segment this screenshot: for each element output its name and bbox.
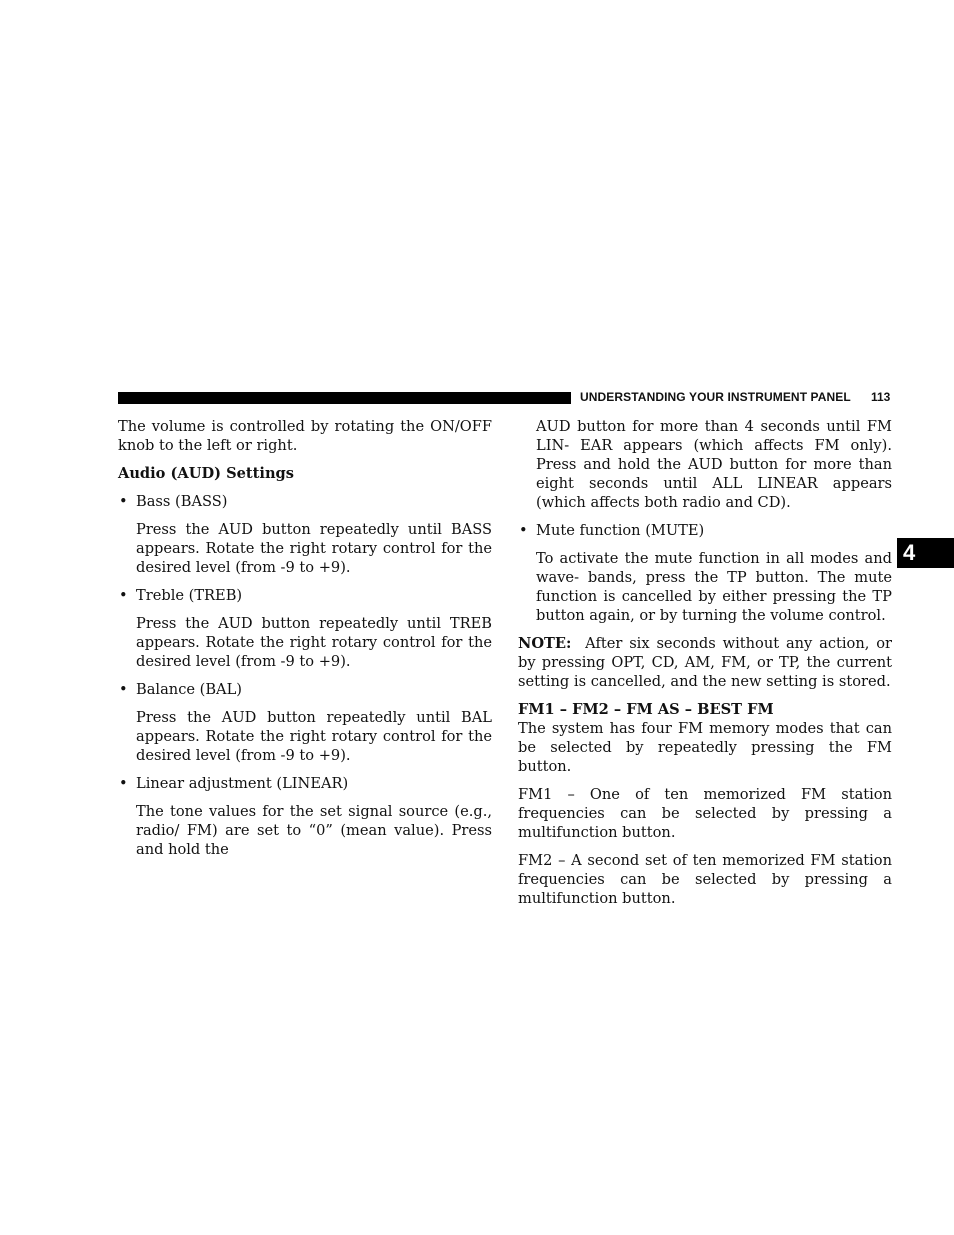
note-label: NOTE: — [518, 635, 572, 652]
balance-paragraph: Press the AUD button repeatedly until BAL appears. Rotate the right rotary control for the desired level (from -9 to +9). — [136, 709, 492, 764]
audio-settings-heading: Audio (AUD) Settings — [118, 465, 294, 482]
linear-paragraph: The tone values for the set signal source (e.g., radio/ FM) are set to “0” (mean value). Press and hold the — [136, 803, 492, 858]
note-paragraph — [518, 634, 892, 691]
fm2-paragraph: FM2 – A second set of ten memorized FM station frequencies can be selected by pressing a multifunction button. — [518, 852, 892, 907]
bullet-label: Treble (TREB) — [136, 587, 243, 604]
chapter-tab: 4 — [897, 538, 954, 568]
bass-bullet — [118, 492, 492, 511]
intro-paragraph: The volume is controlled by rotating the ON/OFF knob to the left or right. — [118, 418, 492, 454]
treble-bullet — [118, 586, 492, 605]
balance-bullet — [118, 680, 492, 699]
fm-intro-paragraph: The system has four FM memory modes that can be selected by repeatedly pressing the FM button. — [518, 720, 892, 775]
bullet-dot-icon: • — [519, 522, 528, 539]
mute-paragraph: To activate the mute function in all modes and wave- bands, press the TP button. The mute function is cancelled by either pressing the TP button again, or by turning the volume control. — [536, 550, 892, 624]
fm1-paragraph: FM1 – One of ten memorized FM station frequencies can be selected by pressing a multifunction button. — [518, 786, 892, 841]
section-title: UNDERSTANDING YOUR INSTRUMENT PANEL — [580, 390, 851, 404]
bullet-dot-icon: • — [119, 775, 128, 792]
right-column — [518, 417, 892, 917]
mute-bullet — [518, 521, 892, 540]
linear-bullet — [118, 774, 492, 793]
note-text: After six seconds without any action, or by pressing OPT, CD, AM, FM, or TP, the current setting is cancelled, and the new setting is stored. — [518, 635, 893, 690]
bullet-label: Mute function (MUTE) — [536, 522, 705, 539]
treble-paragraph: Press the AUD button repeatedly until TREB appears. Rotate the right rotary control for the desired level (from -9 to +9). — [136, 615, 492, 670]
bullet-dot-icon: • — [119, 681, 128, 698]
bullet-dot-icon: • — [119, 587, 128, 604]
bullet-dot-icon: • — [119, 493, 128, 510]
bullet-label: Balance (BAL) — [136, 681, 242, 698]
bass-paragraph: Press the AUD button repeatedly until BASS appears. Rotate the right rotary control for the desired level (from -9 to +9). — [136, 521, 492, 576]
bullet-label: Bass (BASS) — [136, 493, 228, 510]
page-number: 113 — [871, 390, 891, 404]
linear-paragraph-continued: AUD button for more than 4 seconds until FM LIN- EAR appears (which affects FM only). Press and hold the AUD button for more than eight seconds until ALL LINEAR appears (which affects both radio and CD). — [536, 418, 892, 511]
fm-modes-heading: FM1 – FM2 – FM AS – BEST FM — [518, 701, 774, 718]
header-rule — [118, 392, 571, 404]
left-column — [118, 417, 492, 868]
bullet-label: Linear adjustment (LINEAR) — [136, 775, 349, 792]
